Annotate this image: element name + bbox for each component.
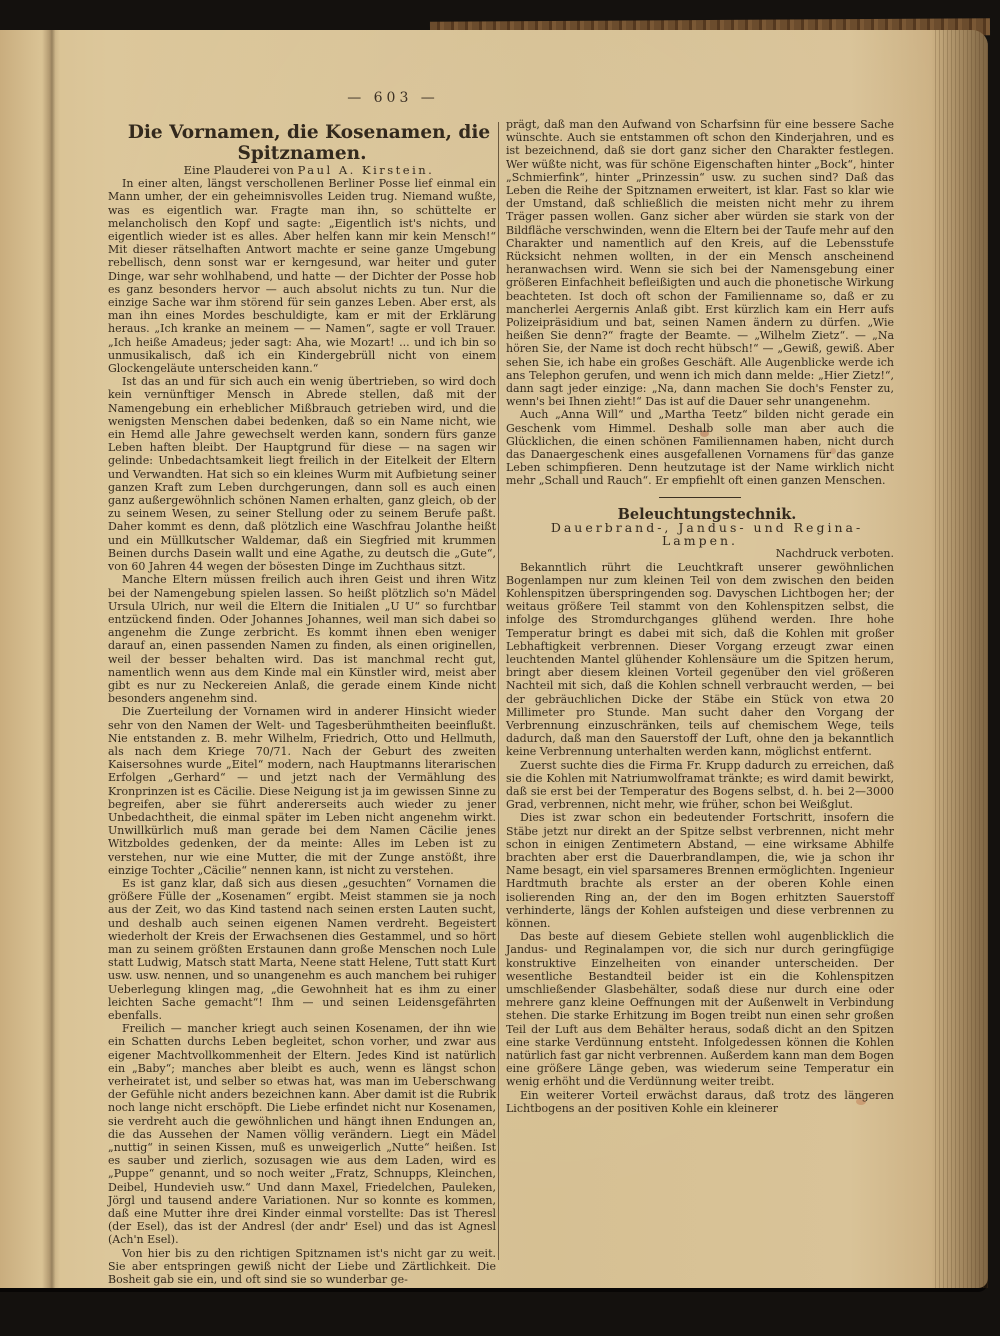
page-number: — 603 —	[347, 90, 439, 106]
left-column	[108, 122, 496, 1286]
paragraph: Auch „Anna Will“ und „Martha Teetz“ bilden nicht gerade ein Geschenk vom Himmel. Deshalb solle man aber auch die Glücklichen, die einen schönen Familiennamen haben, nicht durch das Danaergeschenk eines ausgefallenen Vornamens für das ganze Leben schimpfieren. Denn heutzutage ist der Name wirklich nicht mehr „Schall und Rauch“. Er empfiehlt oft einen ganzen Menschen.	[506, 408, 894, 488]
paragraph: Bekanntlich rührt die Leuchtkraft unserer gewöhnlichen Bogenlampen nur zum kleinen Teil von dem zwischen den beiden Kohlenspitzen überspringenden sog. Davyschen Lichtbogen her; der weitaus größere Teil stammt von den Kohlenspitzen selbst, die infolge des Stromdurchganges glühend werden. Ihre hohe Temperatur bringt es dabei mit sich, daß die Kohlen mit großer Lebhaftigkeit verbrennen. Dieser Vorgang erzeugt zwar einen leuchtenden Mantel glühender Kohlensäure um die Spitzen herum, bringt aber diesem kleinen Vorteil gegenüber den viel größeren Nachteil mit sich, daß die Kohlen schnell verbraucht werden, — bei der gebräuchlichen Dicke der Stäbe ein Stück von etwa 20 Millimeter pro Stunde. Man sucht daher den Vorgang der Verbrennung einzuschränken, teils auf chemischem Wege, teils dadurch, daß man den Sauerstoff der Luft, ohne den ja bekanntlich keine Verbrennung unterhalten werden kann, möglichst entfernt.	[506, 560, 894, 759]
column-divider-rule	[498, 122, 499, 1260]
article2-subtitle: Dauerbrand-, Jandus- und Regina-Lampen.	[550, 519, 864, 549]
paragraph: Es ist ganz klar, daß sich aus diesen „gesuchten“ Vornamen die größere Fülle der „Kosenamen“ ergibt. Meist stammen sie ja noch aus der Zeit, wo das Kind tastend nach seinen ersten Lauten sucht, und deshalb auch seinen eigenen Namen verdreht. Begeistert wiederholt der Kreis der Erwachsenen dies Gestammel, und so hört man zu seinem größten Erstaunen dann große Menschen noch Lule statt Ludwig, Matsch statt Marta, Neene statt Helene, Tutt statt Kurt usw. usw. nennen, und so unangenehm es auch manchem bei ruhiger Ueberlegung klingen mag, „die Gewohnheit hat es ihm zu einer leichten Sache gemacht“! Ihm — und seinen Leidensgefährten ebenfalls.	[108, 876, 496, 1022]
article1-body-left	[108, 177, 496, 1286]
paragraph: Ein weiterer Vorteil erwächst daraus, daß trotz des längeren Lichtbogens an der positiven Kohle ein kleinerer	[506, 1088, 894, 1115]
paragraph: Die Zuerteilung der Vornamen wird in anderer Hinsicht wieder sehr von den Namen der Welt- und Tagesberühmtheiten beeinflußt. Nie entstanden z. B. mehr Wilhelm, Friedrich, Otto und Hellmuth, als nach dem Kriege 70/71. Nach der Geburt des zweiten Kaisersohnes wurde „Eitel“ modern, nach Hauptmanns literarischen Erfolgen „Gerhard“ — und jetzt nach der Vermählung des Kronprinzen ist es Cäcilie. Diese Neigung ist ja im gewissen Sinne zu begreifen, aber sie führt andererseits auch wieder zu jener Unbedachtheit, die einmal später im Leben nicht angenehm wirkt. Unwillkürlich muß man gerade bei dem Namen Cäcilie jenes Witzboldes gedenken, der da meinte: Alles im Leben ist zu verstehen, nur wie eine Mutter, die mit der Zunge anstößt, ihre einzige Tochter „Cäcilie“ nennen kann, ist nicht zu verstehen.	[108, 705, 496, 877]
article-separator-rule	[659, 497, 741, 498]
paper-page	[0, 30, 988, 1288]
paragraph: Manche Eltern müssen freilich auch ihren Geist und ihren Witz bei der Namengebung spielen lassen. So heißt plötzlich so'n Mädel Ursula Ulrich, nur weil die Eltern die Initialen „U U“ so furchtbar entzückend finden. Oder Johannes Johannes, weil man sich dabei so angenehm die Zunge zerbricht. Es kommt ihnen eben weniger darauf an, einen passenden Namen zu finden, als einen originellen, weil der besser behalten wird. Das ist manchmal recht gut, namentlich wenn aus dem Kinde mal ein Künstler wird, meist aber gibt es nur zu Neckereien Anlaß, die gerade einem Kinde nicht besonders angenehm sind.	[108, 573, 496, 706]
article2-title: Beleuchtungstechnik.	[617, 505, 797, 523]
article2-reprint-notice: Nachdruck verboten.	[775, 547, 894, 561]
right-column	[506, 118, 894, 1115]
paragraph: Dies ist zwar schon ein bedeutender Fortschritt, insofern die Stäbe jetzt nur direkt an der Spitze selbst verbrennen, nicht mehr schon in einigen Zentimetern Abstand, — eine wirksame Abhilfe brachten aber erst die Dauerbrandlampen, die, wie ja schon ihr Name besagt, ein viel sparsameres Brennen ermöglichten. Ingenieur Hardtmuth brachte als erster an der oberen Kohle einen isolierenden Ring an, der den im Bogen erhitzten Sauerstoff verhinderte, längs der Kohlen aufsteigen und diese verbrennen zu können.	[506, 811, 894, 930]
paragraph: prägt, daß man den Aufwand von Scharfsinn für eine bessere Sache wünschte. Auch sie entstammen oft schon den Kinderjahren, und es ist bezeichnend, daß sie dort ganz sicher den Charakter festlegen. Wer wüßte nicht, was für schöne Eigenschaften hinter „Bock“, hinter „Schmierfink“, hinter „Prinzessin“ usw. zu suchen sind? Daß das Leben die Reihe der Spitznamen erweitert, ist klar. Fast so klar wie der Umstand, daß schließlich die meisten nicht mehr zu ihrem Träger passen wollen. Ganz sicher aber würden sie stark von der Bildfläche verschwinden, wenn die Eltern bei der Taufe mehr auf den Charakter und namentlich auf den Kreis, auf die Lebensstufe Rücksicht nehmen wollten, in der ein Mensch anscheinend heranwachsen wird. Wenn sie sich bei der Namensgebung einer größeren Einfachheit befleißigten und auch die phonetische Wirkung beachteten. Ist doch oft schon der Familienname so, daß er zu mancherlei Aergernis Anlaß gibt. Erst kürzlich kam ein Herr aufs Polizeipräsidium und bat, seinen Namen ändern zu dürfen. „Wie heißen Sie denn?“ fragte der Beamte. — „Wilhelm Zietz“. — „Na hören Sie, der Name ist doch recht hübsch!“ — „Gewiß, gewiß. Aber sehen Sie, ich habe ein großes Geschäft. Alle Augenblicke werde ich ans Telephon gerufen, und wenn ich mich dann melde: „Hier Zietz!“, dann sagt jeder einzige: „Na, dann machen Sie doch's Fenster zu, wenn's bei Ihnen zieht!“ Das ist auf die Dauer sehr unangenehm.	[506, 118, 895, 409]
article2-body	[506, 561, 894, 1116]
paragraph: Das beste auf diesem Gebiete stellen wohl augenblicklich die Jandus- und Reginalampen vor, die sich nur durch geringfügige konstruktive Einzelheiten von einander unterscheiden. Der wesentliche Bestandteil beider ist ein die Kohlenspitzen umschließender Glasbehälter, sodaß diese nur durch eine oder mehrere ganz kleine Oeffnungen mit der Außenwelt in Verbindung stehen. Die starke Erhitzung im Bogen treibt nun einen sehr großen Teil der Luft aus dem Behälter heraus, sodaß dicht an den Spitzen eine starke Verdünnung entsteht. Infolgedessen können die Kohlen natürlich fast gar nicht verbrennen. Außerdem kann man dem Bogen eine größere Länge geben, was wiederum seine Temperatur ein wenig erhöht und die Verdünnung weiter treibt.	[506, 930, 894, 1089]
paragraph: Zuerst suchte dies die Firma Fr. Krupp dadurch zu erreichen, daß sie die Kohlen mit Natriumwolframat tränkte; es wird damit bewirkt, daß sie erst bei der Temperatur des Bogens selbst, d. h. bei 2—3000 Grad, verbrennen, nicht mehr, wie früher, schon bei Weißglut.	[506, 758, 894, 812]
article1-title: Die Vornamen, die Kosenamen, die Spitznamen.	[127, 122, 491, 164]
article1-subtitle-prefix: Eine Plauderei von	[183, 163, 298, 177]
article1-body-right	[506, 118, 894, 488]
page-stack-edge	[932, 30, 988, 1288]
paragraph: Von hier bis zu den richtigen Spitznamen ist's nicht gar zu weit. Sie aber entspringen gewiß nicht der Liebe und Zärtlichkeit. Die Bosheit gab sie ein, und oft sind sie so wunderbar ge-	[108, 1246, 496, 1287]
paragraph: In einer alten, längst verschollenen Berliner Posse lief einmal ein Mann umher, der ein geheimnisvolles Leiden trug. Niemand wußte, was es eigentlich war. Fragte man ihn, so schüttelte er melancholisch den Kopf und sagte: „Eigentlich ist's nichts, und eigentlich wieder ist es alles. Aber helfen kann mir kein Mensch!“ Mit dieser rätselhaften Antwort machte er seine ganze Umgebung rebellisch, denn sonst war er kerngesund, war heiter und guter Dinge, war sehr wohlhabend, und hatte — der Dichter der Posse hob es ganz besonders hervor — auch absolut nichts zu tun. Nur die einzige Sache war ihm störend für sein ganzes Leben. Aber erst, als man ihn eines Mordes beschuldigte, kam er mit der Erklärung heraus. „Ich kranke an meinem — — Namen“, sagte er voll Trauer. „Ich heiße Amadeus; jeder sagt: Aha, wie Mozart! ... und ich bin so unmusikalisch, daß ich ein Kindergebrüll nicht von einem Glockengeläute unterscheiden kann.“	[108, 177, 496, 376]
binding-crease	[42, 30, 60, 1288]
article1-author: Paul A. Kirstein.	[297, 163, 435, 177]
paragraph: Ist das an und für sich auch ein wenig übertrieben, so wird doch kein vernünftiger Mensch in Abrede stellen, daß mit der Namengebung ein erheblicher Mißbrauch getrieben wird, und die wenigsten Menschen dabei bedenken, daß so ein Name nicht, wie ein Hemd alle Jahre gewechselt werden kann, sondern fürs ganze Leben haften bleibt. Der Hauptgrund für diese — na sagen wir gelinde: Unbedachtsamkeit liegt freilich in der Eitelkeit der Eltern und Verwandten. Hat sich so ein kleines Wurm mit Aufbietung seiner ganzen Kraft zum Leben durchgerungen, dann soll es auch einen ganz außergewöhnlich schönen Namen erhalten, ganz gleich, ob der zu seinem Wesen, zu seiner Stellung oder zu seinem Berufe paßt. Daher kommt es denn, daß plötzlich eine Waschfrau Jolanthe heißt und ein Müllkutscher Waldemar, daß ein Siegfried mit krummen Beinen durchs Dasein wallt und eine Agathe, zu deutsch die „Gute“, von 60 Jahren 44 wegen der bösesten Dinge im Zuchthaus sitzt.	[108, 375, 496, 574]
paragraph: Freilich — mancher kriegt auch seinen Kosenamen, der ihn wie ein Schatten durchs Leben begleitet, schon vorher, und zwar aus eigener Machtvollkommenheit der Eltern. Jedes Kind ist natürlich ein „Baby“; manches aber bleibt es auch, wenn es längst schon verheiratet ist, und selber so etwas hat, was man im Ueberschwang der Gefühle nicht anders bezeichnen kann. Aber damit ist die Rubrik noch lange nicht erschöpft. Die Liebe erfindet nicht nur Kosenamen, sie verdreht auch die gewöhnlichen und hängt ihnen Endungen an, die das Aussehen der Namen völlig verändern. Liegt ein Mädel „nuttig“ in seinen Kissen, muß es unweigerlich „Nutte“ heißen. Ist es sauber und zierlich, sozusagen wie aus dem Laden, wird es „Puppe“ genannt, und so noch weiter „Fratz, Schnupps, Kleinchen, Deibel, Hundevieh usw.“ Und dann Maxel, Friedelchen, Pauleken, Jörgl und tausend andere Variationen. Nur so konnte es kommen, daß eine Mutter ihre drei Kinder einmal vorstellte: Das ist Theresl (der Esel), das ist der Andresl (der andr' Esel) und das ist Agnesl (Ach'n Esel).	[108, 1022, 496, 1247]
article1-subtitle	[108, 164, 496, 177]
